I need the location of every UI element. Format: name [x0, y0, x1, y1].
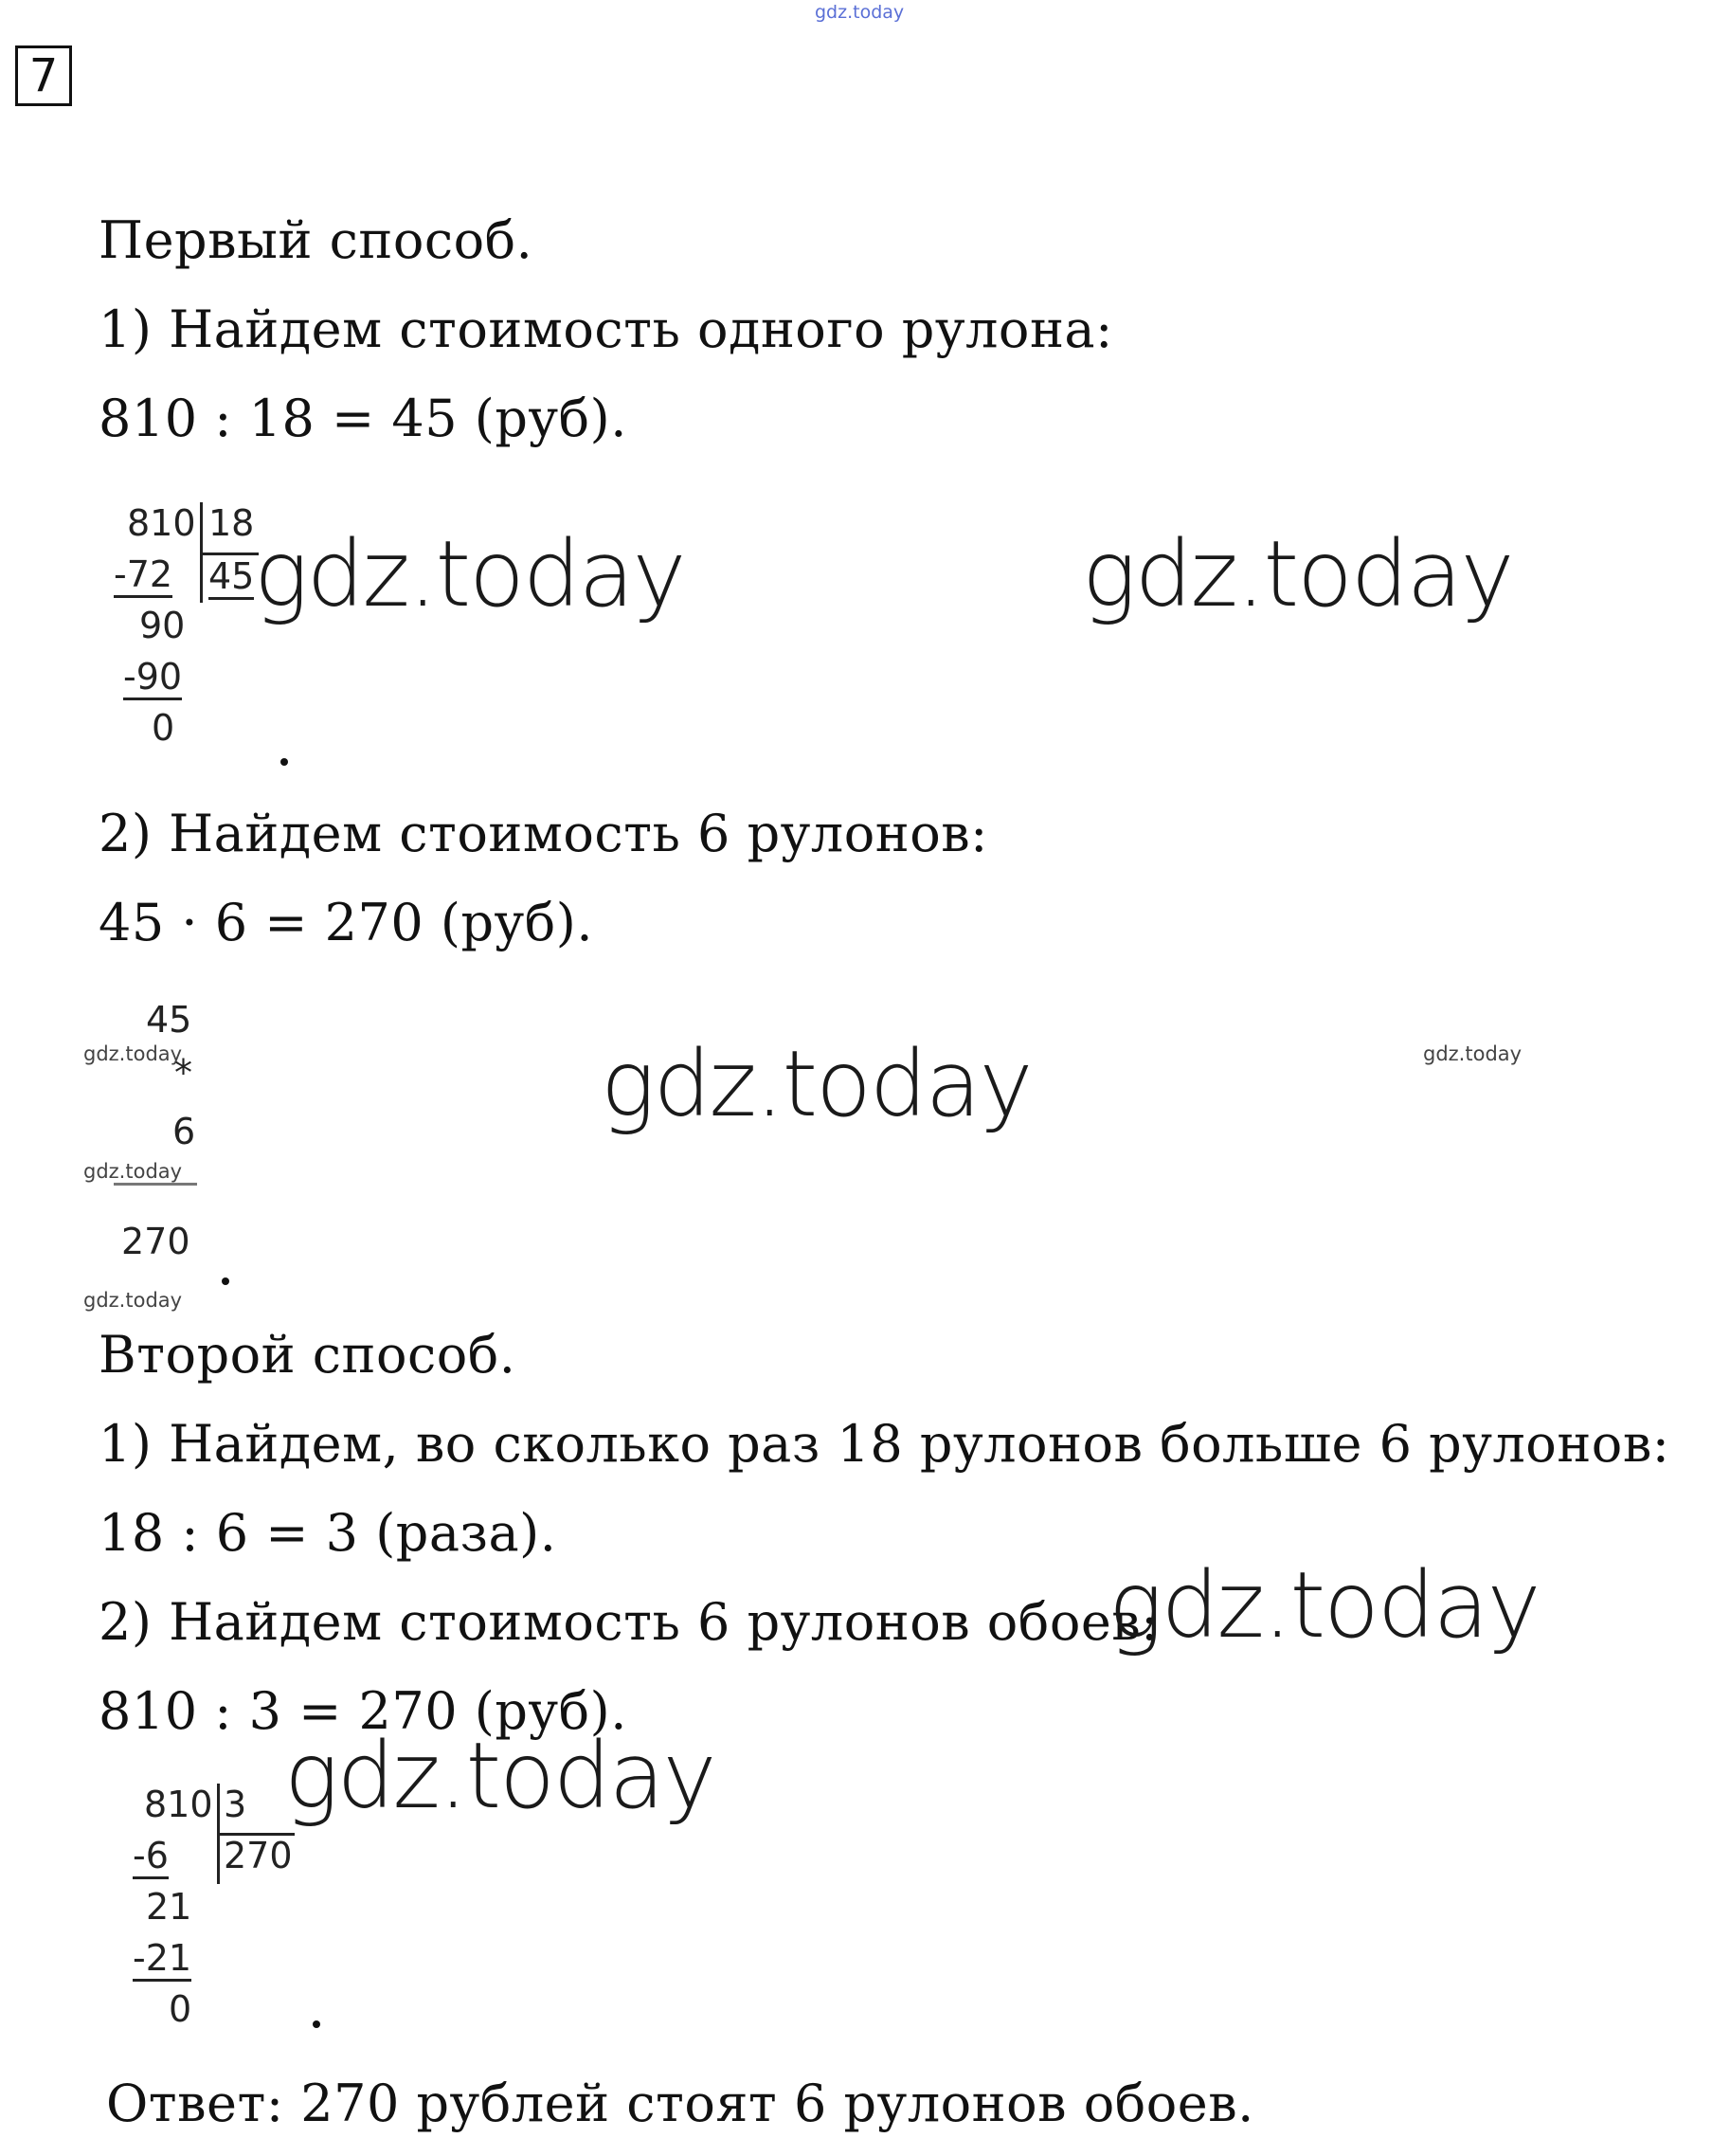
watermark-big: gdz.today	[254, 521, 685, 627]
multiplication-a: 45	[146, 999, 192, 1041]
method1-step2-text: 2) Найдем стоимость 6 рулонов:	[99, 804, 988, 863]
division1-dividend: 810	[127, 502, 196, 544]
method1-step1-equation: 810 : 18 = 45 (руб).	[99, 389, 627, 448]
division2-quotient: 270	[224, 1835, 293, 1876]
multiplication-result: 270	[121, 1221, 190, 1262]
watermark-small: gdz.today	[83, 1289, 183, 1312]
method2-step1-equation: 18 : 6 = 3 (раза).	[99, 1503, 557, 1563]
method2-step2-equation: 810 : 3 = 270 (руб).	[99, 1681, 627, 1741]
watermark-top: gdz.today	[815, 2, 905, 23]
division2-sub2: -21	[133, 1937, 191, 1982]
division2-divisor: 3	[224, 1784, 247, 1825]
watermark-small: gdz.today	[1423, 1042, 1523, 1065]
watermark-big: gdz.today	[601, 1031, 1032, 1137]
division1-quotient: 45	[208, 555, 254, 600]
method1-step1-text: 1) Найдем стоимость одного рулона:	[99, 299, 1113, 359]
method2-step1-text: 1) Найдем, во сколько раз 18 рулонов больше 6 рулонов:	[99, 1414, 1670, 1474]
watermark-big: gdz.today	[1082, 521, 1513, 627]
period-dot	[313, 2020, 320, 2028]
watermark-big: gdz.today	[1108, 1552, 1540, 1658]
division2-rem1: 21	[146, 1886, 192, 1928]
watermark-small: gdz.today	[83, 1160, 183, 1183]
multiplication-bar	[114, 1183, 197, 1186]
multiplication-operator: *	[174, 1052, 192, 1094]
division1-divisor: 18	[208, 502, 255, 544]
period-dot	[222, 1277, 229, 1285]
division1-result: 0	[152, 707, 175, 749]
task-number: 7	[15, 45, 72, 106]
method1-step2-equation: 45 · 6 = 270 (руб).	[99, 893, 594, 952]
division1-sub2: -90	[123, 656, 182, 700]
watermark-small: gdz.today	[83, 1042, 183, 1065]
division2-dividend: 810	[144, 1784, 213, 1825]
division1-sub1: -72	[114, 553, 172, 598]
division2-sub1: -6	[133, 1835, 169, 1879]
answer: Ответ: 270 рублей стоят 6 рулонов обоев.	[106, 2074, 1254, 2133]
method1-title: Первый способ.	[99, 210, 533, 270]
division2-result: 0	[169, 1988, 192, 2030]
division1-rem1: 90	[139, 605, 186, 646]
method2-step2-text: 2) Найдем стоимость 6 рулонов обоев:	[99, 1592, 1159, 1652]
period-dot	[280, 758, 288, 766]
multiplication-b: 6	[172, 1111, 196, 1152]
method2-title: Второй способ.	[99, 1325, 516, 1385]
watermark-big: gdz.today	[284, 1723, 715, 1829]
